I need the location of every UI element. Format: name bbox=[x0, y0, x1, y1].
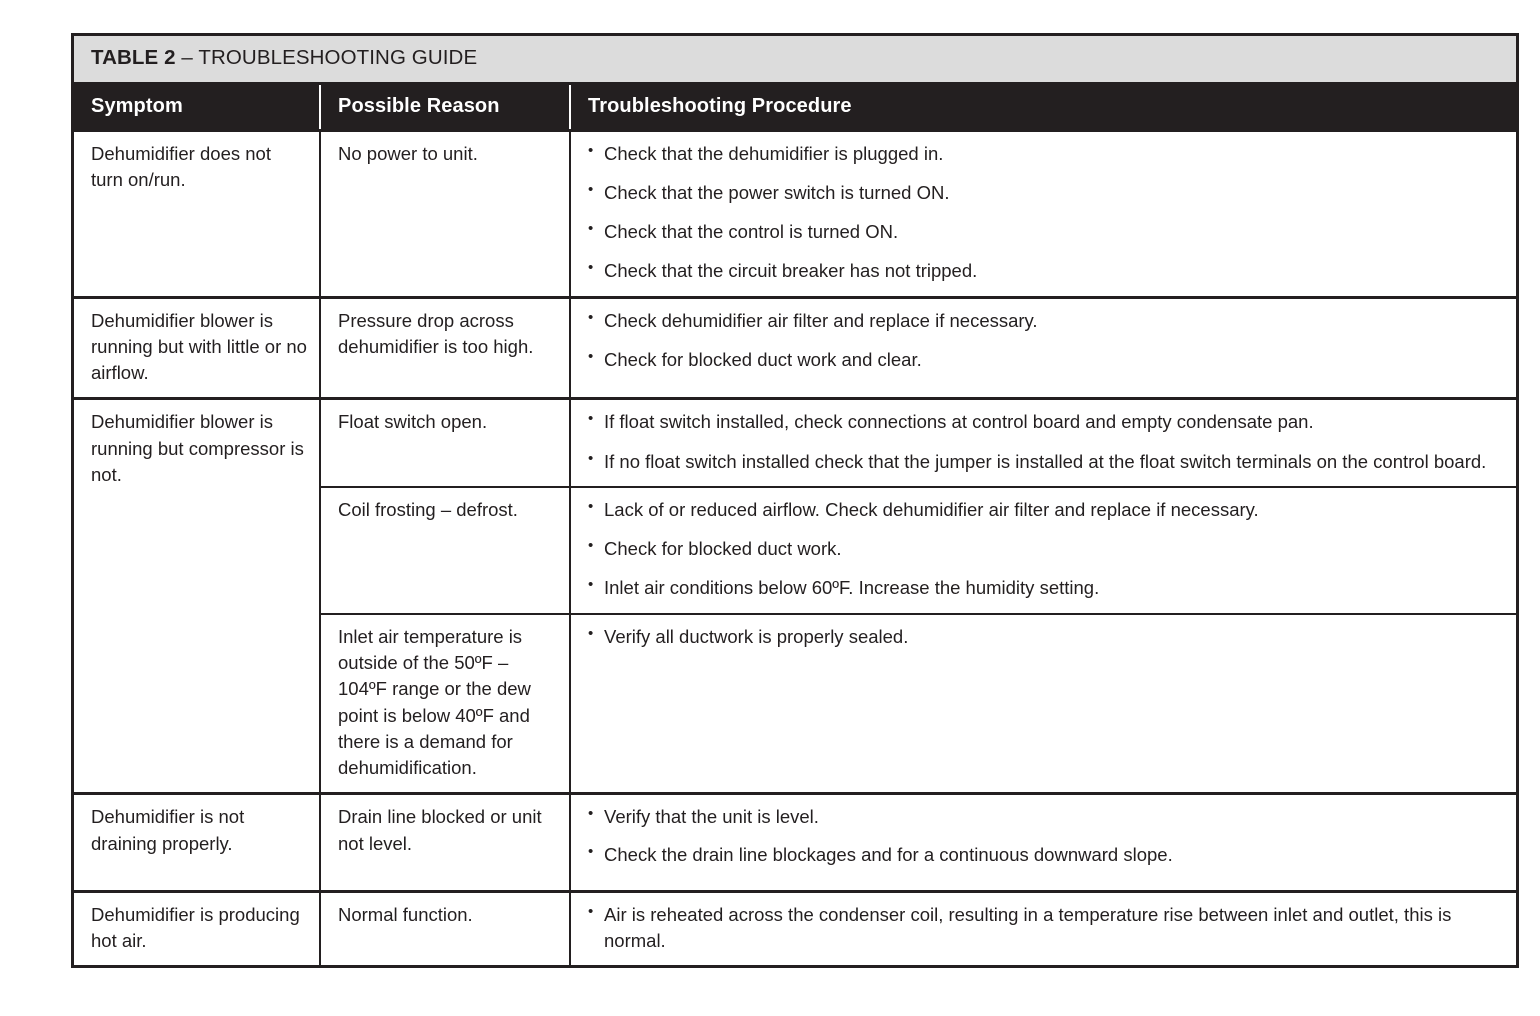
table-row bbox=[74, 891, 1516, 965]
table-row bbox=[74, 297, 1516, 399]
cell-troubleshooting-procedure bbox=[570, 130, 1516, 297]
cell-troubleshooting-procedure bbox=[570, 487, 1516, 614]
procedure-list bbox=[588, 902, 1504, 955]
column-header-possible-reason: Possible Reason bbox=[320, 85, 570, 131]
column-header-troubleshooting-procedure: Troubleshooting Procedure bbox=[570, 85, 1516, 131]
table-row bbox=[74, 399, 1516, 487]
procedure-item: • Check for blocked duct work. bbox=[588, 536, 1504, 562]
cell-possible-reason: No power to unit. bbox=[320, 130, 570, 297]
procedure-item: • Check that the dehumidifier is plugged in. bbox=[588, 141, 1504, 167]
cell-troubleshooting-procedure bbox=[570, 399, 1516, 487]
table-grid bbox=[74, 85, 1516, 966]
cell-possible-reason: Pressure drop across dehumidifier is too high. bbox=[320, 297, 570, 399]
procedure-item: • Check dehumidifier air filter and replace if necessary. bbox=[588, 308, 1504, 334]
procedure-list bbox=[588, 409, 1504, 475]
cell-symptom: Dehumidifier is not draining properly. bbox=[74, 794, 320, 892]
procedure-item: • Check for blocked duct work and clear. bbox=[588, 347, 1504, 373]
table-header bbox=[74, 85, 1516, 131]
cell-troubleshooting-procedure bbox=[570, 614, 1516, 794]
cell-possible-reason: Inlet air temperature is outside of the 50ºF – 104ºF range or the dew point is below 40ºF and there is a demand for dehumidification. bbox=[320, 614, 570, 794]
column-header-symptom: Symptom bbox=[74, 85, 320, 131]
cell-troubleshooting-procedure bbox=[570, 297, 1516, 399]
troubleshooting-table bbox=[71, 33, 1519, 968]
table-title-text: TROUBLESHOOTING GUIDE bbox=[198, 46, 478, 69]
procedure-item: • Air is reheated across the condenser coil, resulting in a temperature rise between inlet and outlet, this is normal. bbox=[588, 902, 1504, 955]
procedure-item: • Check that the circuit breaker has not tripped. bbox=[588, 258, 1504, 284]
procedure-item: • Check the drain line blockages and for a continuous downward slope. bbox=[588, 842, 1504, 868]
cell-symptom: Dehumidifier does not turn on/run. bbox=[74, 130, 320, 297]
table-row bbox=[74, 130, 1516, 297]
cell-symptom: Dehumidifier blower is running but compressor is not. bbox=[74, 399, 320, 794]
procedure-item: • Check that the control is turned ON. bbox=[588, 219, 1504, 245]
procedure-item: • If no float switch installed check that the jumper is installed at the float switch terminals on the control board. bbox=[588, 449, 1504, 475]
cell-possible-reason: Drain line blocked or unit not level. bbox=[320, 794, 570, 892]
table-title-number: TABLE 2 bbox=[91, 46, 176, 69]
cell-possible-reason: Coil frosting – defrost. bbox=[320, 487, 570, 614]
table-title-bar bbox=[74, 36, 1516, 85]
cell-troubleshooting-procedure bbox=[570, 891, 1516, 965]
cell-symptom: Dehumidifier blower is running but with little or no airflow. bbox=[74, 297, 320, 399]
cell-possible-reason: Float switch open. bbox=[320, 399, 570, 487]
procedure-list bbox=[588, 624, 1504, 650]
procedure-list bbox=[588, 141, 1504, 285]
table-header-row bbox=[74, 85, 1516, 131]
procedure-item: • Check that the power switch is turned ON. bbox=[588, 180, 1504, 206]
procedure-item: • Inlet air conditions below 60ºF. Increase the humidity setting. bbox=[588, 575, 1504, 601]
table-title-separator: – bbox=[175, 46, 199, 69]
cell-possible-reason: Normal function. bbox=[320, 891, 570, 965]
procedure-item: • Verify all ductwork is properly sealed. bbox=[588, 624, 1504, 650]
procedure-list bbox=[588, 308, 1504, 374]
cell-troubleshooting-procedure bbox=[570, 794, 1516, 892]
procedure-item: • If float switch installed, check connections at control board and empty condensate pan. bbox=[588, 409, 1504, 435]
procedure-item: • Verify that the unit is level. bbox=[588, 804, 1504, 830]
procedure-item: • Lack of or reduced airflow. Check dehumidifier air filter and replace if necessary. bbox=[588, 497, 1504, 523]
table-body bbox=[74, 130, 1516, 965]
table-row bbox=[74, 794, 1516, 892]
procedure-list bbox=[588, 497, 1504, 602]
procedure-list bbox=[588, 804, 1504, 868]
cell-symptom: Dehumidifier is producing hot air. bbox=[74, 891, 320, 965]
